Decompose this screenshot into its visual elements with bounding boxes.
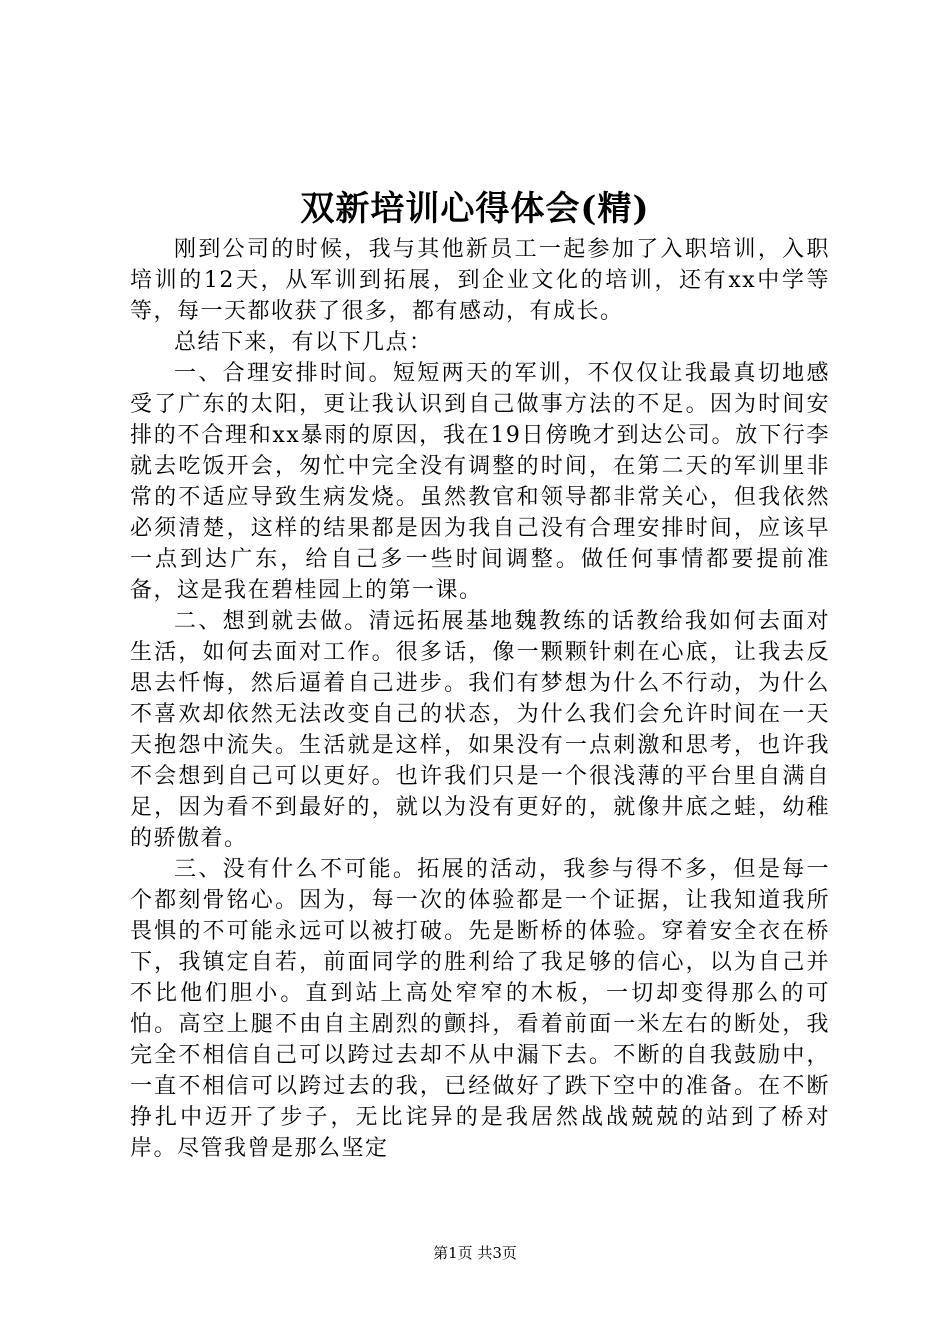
- document-body: [130, 234, 830, 1164]
- paragraph-summary-lead: 总结下来，有以下几点：: [174, 330, 433, 355]
- paragraph-point-three: 三、没有什么不可能。拓展的活动，我参与得不多，但是每一个都刻骨铭心。因为，每一次的体验都是一个证据，让我知道我所畏惧的不可能永远可以被打破。先是断桥的体验。穿着安全衣在桥下，我镇定自若，前面同学的胜利给了我足够的信心，以为自己并不比他们胆小。直到站上高处窄窄的木板，一切却变得那么的可怕。高空上腿不由自主剧烈的颤抖，看着前面一米左右的断处，我完全不相信自己可以跨过去却不从中漏下去。不断的自我鼓励中，一直不相信可以跨过去的我，已经做好了跌下空中的准备。在不断挣扎中迈开了步子，无比诧异的是我居然战战兢兢的站到了桥对岸。尽管我曾是那么坚定: [130, 857, 830, 1161]
- paragraph-intro: 刚到公司的时候，我与其他新员工一起参加了入职培训，入职培训的12天，从军训到拓展，到企业文化的培训，还有xx中学等等，每一天都收获了很多，都有感动，有成长。: [130, 237, 830, 324]
- page-number-footer: 第1页 共3页: [433, 1244, 517, 1262]
- paragraph-point-two: 二、想到就去做。清远拓展基地魏教练的话教给我如何去面对生活，如何去面对工作。很多话，像一颗颗针刺在心底，让我去反思去忏悔，然后逼着自己进步。我们有梦想为什么不行动，为什么不喜欢却依然无法改变自己的状态，为什么我们会允许时间在一天天抱怨中流失。生活就是这样，如果没有一点刺激和思考，也许我不会想到自己可以更好。也许我们只是一个很浅薄的平台里自满自足，因为看不到最好的，就以为没有更好的，就像井底之蛙，幼稚的骄傲着。: [130, 609, 830, 851]
- document-title: 双新培训心得体会(精): [300, 189, 650, 229]
- paragraph-point-one: 一、合理安排时间。短短两天的军训，不仅仅让我最真切地感受了广东的太阳，更让我认识到自己做事方法的不足。因为时间安排的不合理和xx暴雨的原因，我在19日傍晚才到达公司。放下行李就去吃饭开会，匆忙中完全没有调整的时间，在第二天的军训里非常的不适应导致生病发烧。虽然教官和领导都非常关心，但我依然必须清楚，这样的结果都是因为我自己没有合理安排时间，应该早一点到达广东，给自己多一些时间调整。做任何事情都要提前准备，这是我在碧桂园上的第一课。: [130, 361, 830, 603]
